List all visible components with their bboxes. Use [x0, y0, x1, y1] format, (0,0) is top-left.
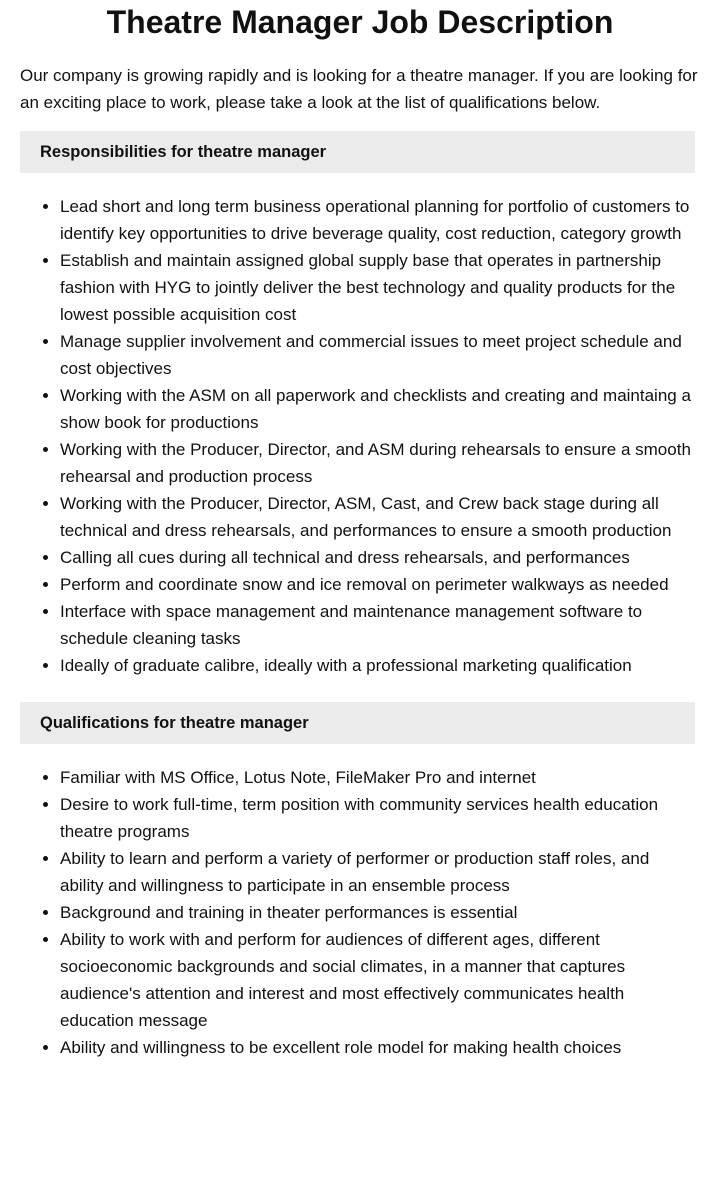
- list-item: • Ideally of graduate calibre, ideally with a professional marketing qualification: [60, 652, 695, 679]
- list-item: • Ability to learn and perform a variety of performer or production staff roles, and ability and willingness to participate in an ensemble process: [60, 845, 695, 899]
- responsibilities-list: [20, 193, 695, 679]
- responsibilities-heading: Responsibilities for theatre manager: [20, 131, 695, 173]
- page-title: Theatre Manager Job Description: [106, 4, 614, 40]
- list-item: • Working with the ASM on all paperwork and checklists and creating and maintaing a show book for productions: [60, 382, 695, 436]
- list-item: • Lead short and long term business operational planning for portfolio of customers to identify key opportunities to drive beverage quality, cost reduction, category growth: [60, 193, 695, 247]
- list-item: • Interface with space management and maintenance management software to schedule cleaning tasks: [60, 598, 695, 652]
- qualifications-list: [20, 764, 695, 1061]
- list-item: • Ability and willingness to be excellent role model for making health choices: [60, 1034, 695, 1061]
- intro-paragraph: Our company is growing rapidly and is looking for a theatre manager. If you are looking for an exciting place to work, please take a look at the list of qualifications below.: [20, 66, 698, 112]
- qualifications-heading: Qualifications for theatre manager: [20, 702, 695, 744]
- list-item: • Calling all cues during all technical and dress rehearsals, and performances: [60, 544, 695, 571]
- list-item: • Ability to work with and perform for audiences of different ages, different socioeconomic backgrounds and social climates, in a manner that captures audience's attention and interest and most effectively communicates health education message: [60, 926, 695, 1034]
- list-item: • Working with the Producer, Director, and ASM during rehearsals to ensure a smooth rehearsal and production process: [60, 436, 695, 490]
- list-item: • Familiar with MS Office, Lotus Note, FileMaker Pro and internet: [60, 764, 695, 791]
- list-item: • Background and training in theater performances is essential: [60, 899, 695, 926]
- list-item: • Desire to work full-time, term position with community services health education theatre programs: [60, 791, 695, 845]
- list-item: • Perform and coordinate snow and ice removal on perimeter walkways as needed: [60, 571, 695, 598]
- list-item: • Manage supplier involvement and commercial issues to meet project schedule and cost objectives: [60, 328, 695, 382]
- list-item: • Working with the Producer, Director, ASM, Cast, and Crew back stage during all technical and dress rehearsals, and performances to ensure a smooth production: [60, 490, 695, 544]
- list-item: • Establish and maintain assigned global supply base that operates in partnership fashion with HYG to jointly deliver the best technology and quality products for the lowest possible acquisition cost: [60, 247, 695, 328]
